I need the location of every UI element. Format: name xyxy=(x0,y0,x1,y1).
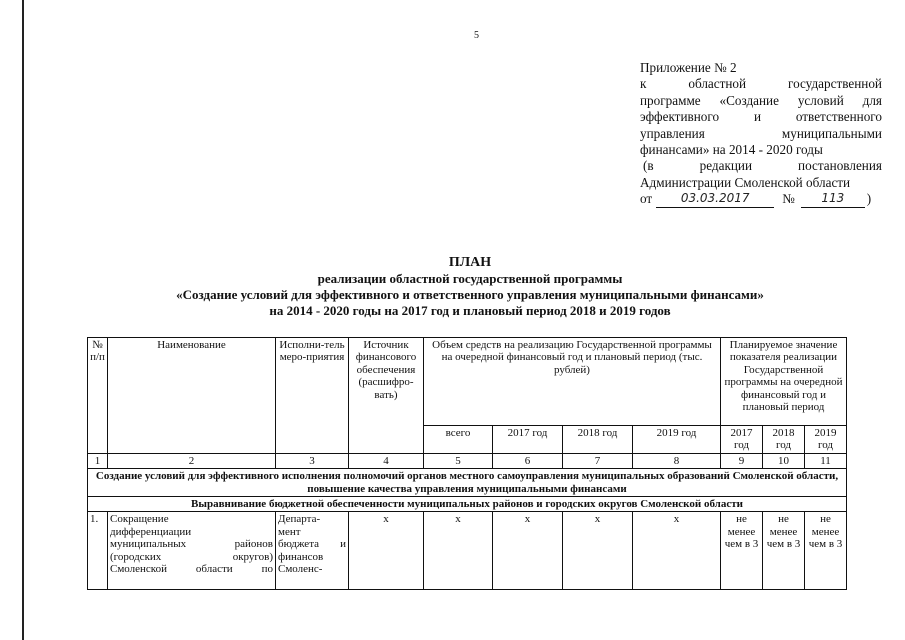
appendix-date-line: от 03.03.2017 № 113 ) xyxy=(640,191,872,207)
header-indicator: Планируемое значение показателя реализации Государственной программы на очередной финансовый год и плановый период xyxy=(721,338,847,426)
appendix-block xyxy=(640,60,882,208)
header-source: Источник финансового обеспечения (расшифро-вать) xyxy=(349,338,424,454)
header-ind-2018: 2018 год xyxy=(763,426,805,454)
appendix-line-6: финансами» на 2014 - 2020 годы xyxy=(640,142,823,158)
appendix-line-8: Администрации Смоленской области xyxy=(640,174,851,190)
handwritten-date: 03.03.2017 xyxy=(680,191,750,206)
plan-heading: ПЛАН xyxy=(448,255,492,270)
plan-table xyxy=(87,337,847,590)
section-title-1: Создание условий для эффективного исполнения полномочий органов местного самоуправления муниципальных образований Смоленской области, повышение качества управления муниципальными финансами xyxy=(88,469,847,497)
plan-subtitle-2: «Создание условий для эффективного и ответственного управления муниципальными финансами» xyxy=(176,287,764,302)
appendix-line-7: (в редакции постановления xyxy=(643,158,882,174)
handwritten-number: 113 xyxy=(821,191,845,206)
header-ind-2017: 2017 год xyxy=(721,426,763,454)
section-title-2: Выравнивание бюджетной обеспеченности муниципальных районов и городских округов Смоленской области xyxy=(88,497,847,512)
row-source: х xyxy=(349,512,424,590)
appendix-line-3: программе «Создание условий для xyxy=(640,92,882,108)
plan-subtitle-1: реализации областной государственной программы xyxy=(317,271,623,286)
section-row-1 xyxy=(88,469,847,497)
appendix-line-4: эффективного и ответственного xyxy=(640,109,882,125)
column-number: 8 xyxy=(633,453,721,468)
row-total: х xyxy=(424,512,493,590)
row-ind-2017: не менее чем в 3 xyxy=(721,512,763,590)
row-ind-2019: не менее чем в 3 xyxy=(805,512,847,590)
appendix-line-5: управления муниципальными xyxy=(640,125,882,141)
column-number: 9 xyxy=(721,453,763,468)
row-2017: х xyxy=(493,512,563,590)
header-executor: Исполни-тель меро-приятия xyxy=(276,338,349,454)
plan-subtitle-3: на 2014 - 2020 годы на 2017 год и плановый период 2018 и 2019 годов xyxy=(269,303,671,318)
column-number: 5 xyxy=(424,453,493,468)
header-funds: Объем средств на реализацию Государственной программы на очередной финансовый год и плановый период (тыс. рублей) xyxy=(424,338,721,426)
header-ind-2019: 2019 год xyxy=(805,426,847,454)
header-name: Наименование xyxy=(108,338,276,454)
binding-line xyxy=(22,0,24,640)
row-ind-2018: не менее чем в 3 xyxy=(763,512,805,590)
header-funds-2019: 2019 год xyxy=(633,426,721,454)
table-row xyxy=(88,512,847,590)
number-sign: № xyxy=(782,191,795,207)
column-number: 4 xyxy=(349,453,424,468)
header-row xyxy=(88,338,847,426)
column-number: 2 xyxy=(108,453,276,468)
page-number: 5 xyxy=(474,30,479,41)
column-number: 10 xyxy=(763,453,805,468)
column-number: 11 xyxy=(805,453,847,468)
appendix-line-2: к областной государственной xyxy=(640,76,882,92)
header-num: № п/п xyxy=(88,338,108,454)
header-funds-2018: 2018 год xyxy=(563,426,633,454)
row-2018: х xyxy=(563,512,633,590)
appendix-title: Приложение № 2 xyxy=(640,60,737,75)
header-funds-total: всего xyxy=(424,426,493,454)
column-number: 1 xyxy=(88,453,108,468)
header-funds-2017: 2017 год xyxy=(493,426,563,454)
column-number: 3 xyxy=(276,453,349,468)
row-executor-cell: Департа- мент бюджета и финансов Смоленс- xyxy=(276,512,349,590)
column-number: 7 xyxy=(563,453,633,468)
section-row-2 xyxy=(88,497,847,512)
plan-title xyxy=(100,255,840,319)
row-name-cell: Сокращение дифференциации муниципальных районов (городских округов) Смоленской области по xyxy=(108,512,276,590)
column-number: 6 xyxy=(493,453,563,468)
row-number: 1. xyxy=(88,512,108,590)
column-number-row xyxy=(88,453,847,468)
row-2019: х xyxy=(633,512,721,590)
